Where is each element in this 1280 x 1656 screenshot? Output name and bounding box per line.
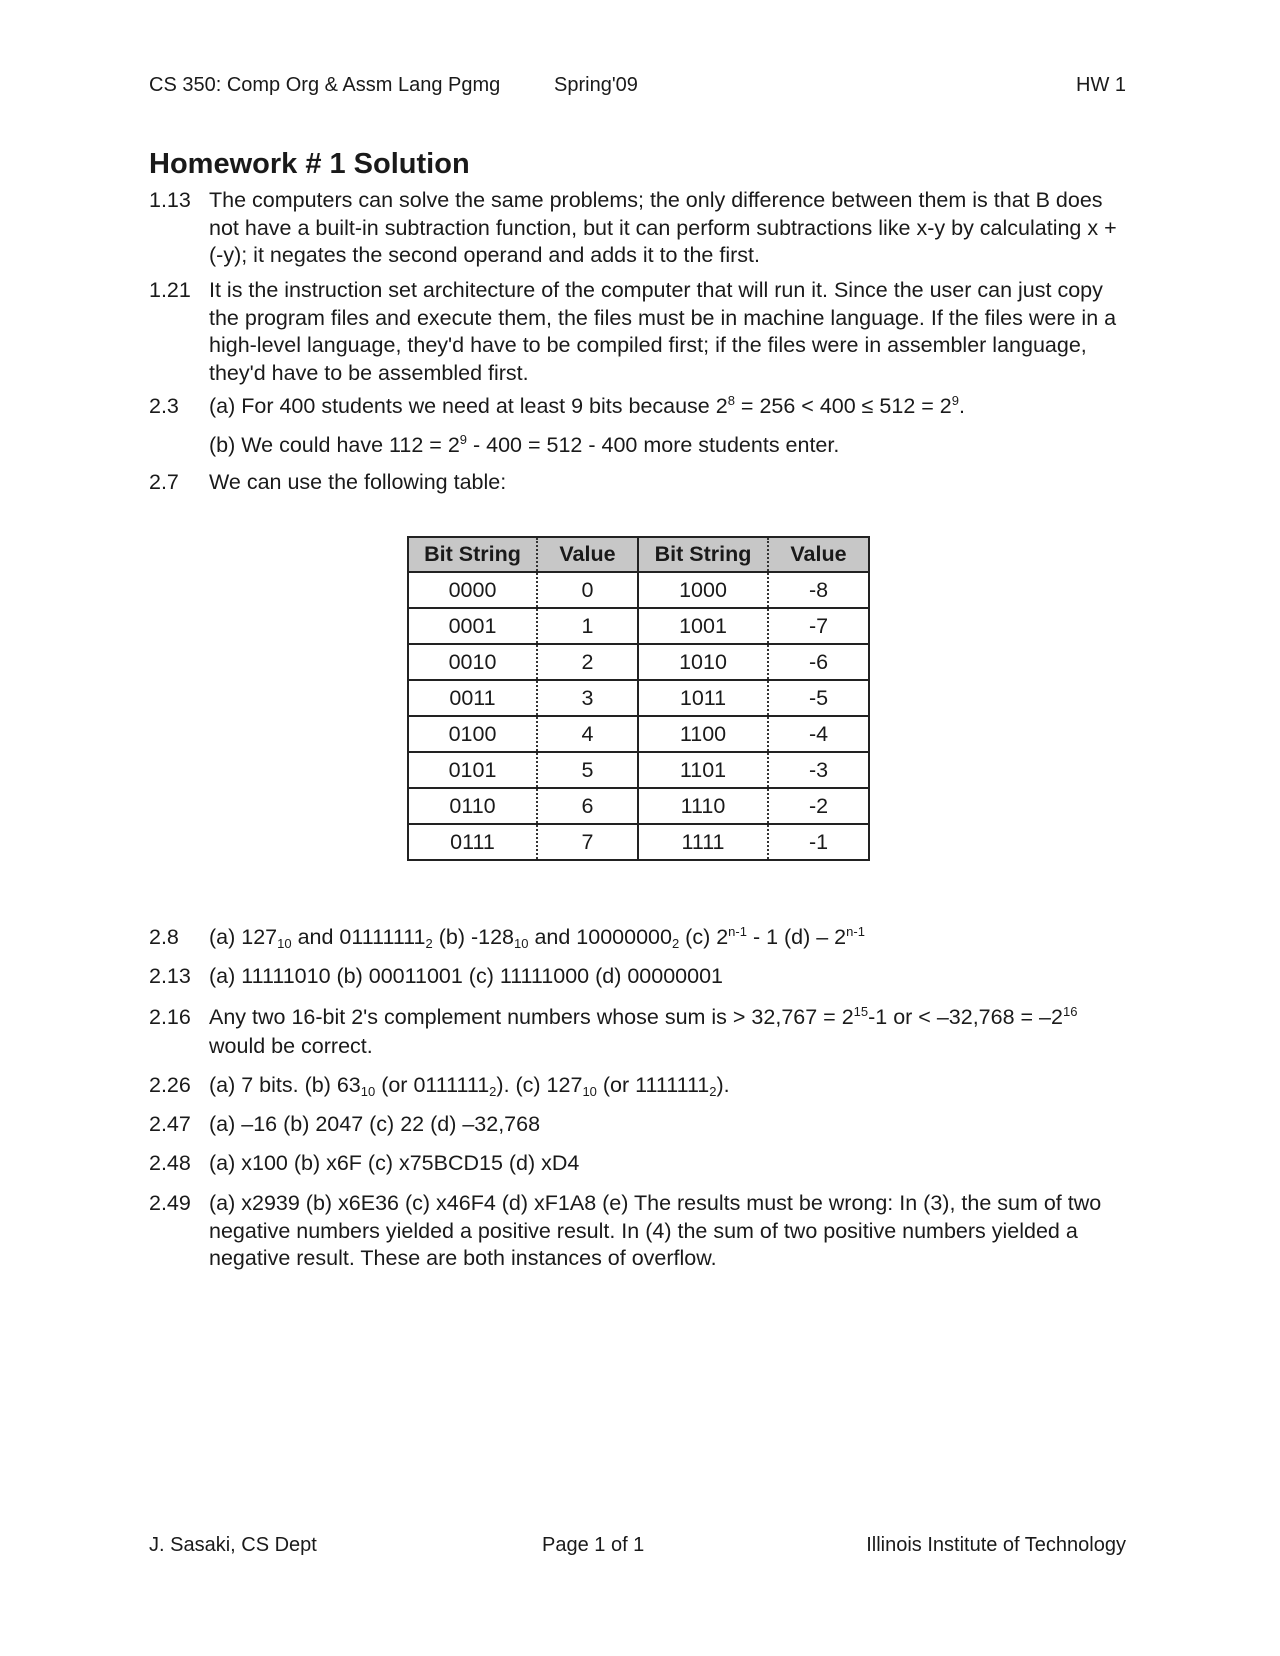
table-cell: 1100 xyxy=(638,716,768,752)
problem-1-21 xyxy=(149,277,1134,387)
table-cell: 1111 xyxy=(638,824,768,860)
table-cell: 0011 xyxy=(408,680,537,716)
table-cell: -3 xyxy=(768,752,869,788)
table-row xyxy=(408,608,869,644)
problem-answer-a: (a) For 400 students we need at least 9 bits because $2^8 = 256 < 400 \le 512 = 2^9$. xyxy=(209,393,965,418)
problem-number: 2.49 xyxy=(149,1191,191,1215)
table-row xyxy=(408,752,869,788)
problem-answer: (a) –16 (b) 2047 (c) 22 (d) –32,768 xyxy=(209,1112,541,1136)
problem-answer: (a) $127_{10}$ and $01111111_2$ (b) $-128_{10}$ and $10000000_2$ (c) 2$^{n-1}$ - 1 (d) – 2$^{n-1}$ xyxy=(209,924,865,951)
problem-2-7 xyxy=(149,469,1134,497)
problem-answer: (a) 7 bits. (b) $63_{10}$ (or $0111111_2$). (c) $127_{10}$ (or $1111111_2$). xyxy=(209,1073,730,1099)
table-row xyxy=(408,716,869,752)
problem-2-48 xyxy=(149,1150,1134,1178)
problem-answer: (a) 11111010 (b) 00011001 (c) 11111000 (d) 00000001 xyxy=(209,964,723,988)
problem-2-8 xyxy=(149,924,1134,952)
problem-number: 2.16 xyxy=(149,1005,191,1029)
table-cell: 2 xyxy=(537,644,638,680)
column-header: Value xyxy=(537,537,638,572)
problem-2-13 xyxy=(149,963,1134,991)
author-label: J. Sasaki, CS Dept xyxy=(149,1534,317,1556)
problem-2-16 xyxy=(149,1003,1134,1061)
problem-answer: It is the instruction set architecture of the computer that will run it. Since the user can just copy the program files and execute them, the files must be in machine language. If the files were in a high-level language, they'd have to be compiled first; if the files were in assembler language, they'd have to be assembled first. xyxy=(209,278,1117,385)
page-number: Page 1 of 1 xyxy=(542,1534,645,1556)
table-cell: 6 xyxy=(537,788,638,824)
table-cell: 3 xyxy=(537,680,638,716)
table-row xyxy=(408,788,869,824)
problem-number: 2.3 xyxy=(149,394,179,418)
table-row xyxy=(408,824,869,860)
table-cell: -2 xyxy=(768,788,869,824)
column-header: Bit String xyxy=(408,537,537,572)
page-footer xyxy=(149,1534,1126,1564)
problem-answer: Any two 16-bit 2's complement numbers whose sum is > $32,767 = 2^{15}-1$ or < $-32,768 = -2^{16}$ would be correct. xyxy=(209,1004,1078,1058)
table-cell: 0001 xyxy=(408,608,537,644)
problem-1-13 xyxy=(149,187,1134,270)
table-row xyxy=(408,644,869,680)
table-row xyxy=(408,680,869,716)
table-row xyxy=(408,572,869,608)
institution-label: Illinois Institute of Technology xyxy=(866,1534,1126,1556)
problem-number: 2.13 xyxy=(149,964,191,988)
term-label: Spring'09 xyxy=(554,74,638,96)
problem-number: 2.7 xyxy=(149,470,179,494)
table-cell: -6 xyxy=(768,644,869,680)
table-cell: 1 xyxy=(537,608,638,644)
table-cell: 0101 xyxy=(408,752,537,788)
problem-2-47 xyxy=(149,1111,1134,1139)
problem-number: 1.21 xyxy=(149,278,191,302)
table-cell: 1011 xyxy=(638,680,768,716)
table-cell: -8 xyxy=(768,572,869,608)
table-cell: 5 xyxy=(537,752,638,788)
column-header: Value xyxy=(768,537,869,572)
table-cell: 1010 xyxy=(638,644,768,680)
problem-number: 1.13 xyxy=(149,188,191,212)
problem-number: 2.47 xyxy=(149,1112,191,1136)
hw-label: HW 1 xyxy=(1076,74,1126,96)
table-header-row xyxy=(408,537,869,572)
table-cell: 4 xyxy=(537,716,638,752)
problem-number: 2.26 xyxy=(149,1073,191,1097)
problem-answer: The computers can solve the same problems; the only difference between them is that B does not have a built-in subtraction function, but it can perform subtractions like x-y by calculating x + (-y); it negates the second operand and adds it to the first. xyxy=(209,188,1117,267)
column-header: Bit String xyxy=(638,537,768,572)
problem-2-49 xyxy=(149,1190,1134,1273)
course-title: CS 350: Comp Org & Assm Lang Pgmg xyxy=(149,74,501,96)
problem-2-3 xyxy=(149,393,1134,459)
table-cell: -7 xyxy=(768,608,869,644)
table-cell: 7 xyxy=(537,824,638,860)
problem-2-26 xyxy=(149,1072,1134,1100)
table-cell: 0100 xyxy=(408,716,537,752)
page-title: Homework # 1 Solution xyxy=(149,148,470,180)
table-cell: 0000 xyxy=(408,572,537,608)
table-cell: -1 xyxy=(768,824,869,860)
table-cell: 1101 xyxy=(638,752,768,788)
table-cell: 0 xyxy=(537,572,638,608)
table-cell: 0110 xyxy=(408,788,537,824)
problem-answer: (a) x100 (b) x6F (c) x75BCD15 (d) xD4 xyxy=(209,1151,580,1175)
table-cell: 0111 xyxy=(408,824,537,860)
problem-number: 2.8 xyxy=(149,925,179,949)
table-cell: 1001 xyxy=(638,608,768,644)
twos-complement-table xyxy=(407,536,870,861)
table-cell: -4 xyxy=(768,716,869,752)
table-cell: 1110 xyxy=(638,788,768,824)
page-header xyxy=(149,74,1126,104)
table-cell: -5 xyxy=(768,680,869,716)
problem-number: 2.48 xyxy=(149,1151,191,1175)
table-cell: 0010 xyxy=(408,644,537,680)
problem-answer: (a) x2939 (b) x6E36 (c) x46F4 (d) xF1A8 (e) The results must be wrong: In (3), the sum of two negative numbers yielded a positive result. In (4) the sum of two positive numbers yielded a negative result. These are both instances of overflow. xyxy=(209,1191,1102,1270)
problem-answer: We can use the following table: xyxy=(209,470,507,494)
table-cell: 1000 xyxy=(638,572,768,608)
problem-answer-b: (b) We could have $112 = 2^9 - 400 = 512 - 400$ more students enter. xyxy=(209,431,840,457)
